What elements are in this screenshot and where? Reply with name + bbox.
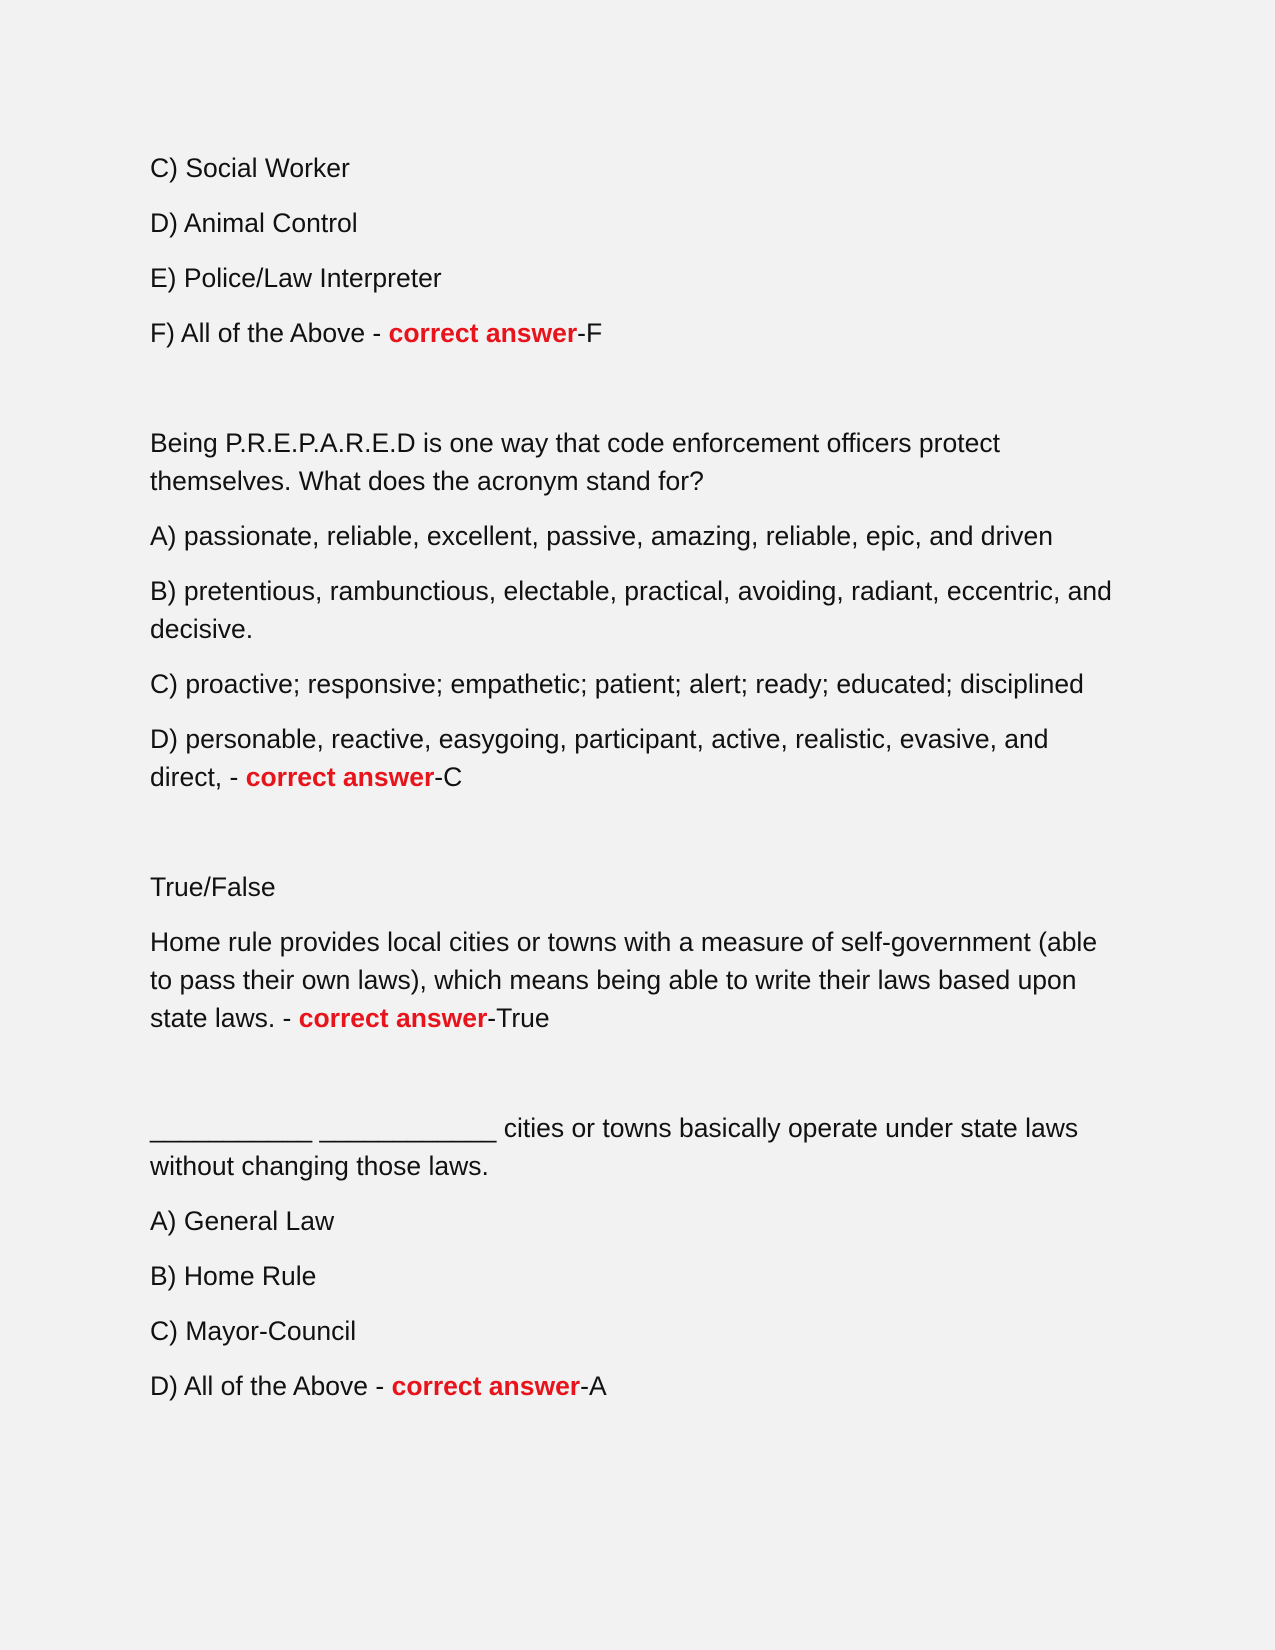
q4-question: ___________ ____________ cities or towns basically operate under state laws without changing those laws. (150, 1113, 1079, 1181)
q4-answer-value: -A (580, 1371, 607, 1401)
q2-option-a: A) passionate, reliable, excellent, passive, amazing, reliable, epic, and driven (150, 521, 1053, 551)
q4-option-b: B) Home Rule (150, 1261, 317, 1291)
q1-option-c: C) Social Worker (150, 153, 350, 183)
q4-option-c: C) Mayor-Council (150, 1316, 357, 1346)
q3-question (150, 923, 1125, 1037)
q1-answer-value: -F (577, 318, 603, 348)
q4-option-d (150, 1367, 1125, 1405)
q4-answer-label: correct answer (391, 1371, 581, 1401)
q1-option-d: D) Animal Control (150, 208, 358, 238)
q3-answer-label: correct answer (298, 1003, 488, 1033)
q2-answer-label: correct answer (245, 762, 435, 792)
q4-option-d-text: D) All of the Above - (150, 1371, 392, 1401)
q2-option-b: B) pretentious, rambunctious, electable, practical, avoiding, radiant, eccentric, and decisive. (150, 576, 1112, 644)
q1-answer-label: correct answer (388, 318, 578, 348)
q1-option-f-text: F) All of the Above - (150, 318, 389, 348)
q1-option-f (150, 314, 1125, 352)
q4-option-a: A) General Law (150, 1206, 335, 1236)
q2-question: Being P.R.E.P.A.R.E.D is one way that code enforcement officers protect themselves. What does the acronym stand for? (150, 428, 1000, 496)
q1-option-e: E) Police/Law Interpreter (150, 263, 442, 293)
q3-question-text: Home rule provides local cities or towns with a measure of self-government (able to pass their own laws), which means being able to write their laws based upon state laws. - (150, 927, 1098, 1033)
q2-answer-value: -C (434, 762, 463, 792)
q3-answer-value: -True (487, 1003, 550, 1033)
q2-option-d-text: D) personable, reactive, easygoing, participant, active, realistic, evasive, and direct, - (150, 724, 1049, 792)
q2-option-c: C) proactive; responsive; empathetic; patient; alert; ready; educated; disciplined (150, 669, 1084, 699)
q2-option-d (150, 720, 1125, 796)
document-content (150, 149, 1125, 1405)
q3-heading: True/False (150, 872, 276, 902)
